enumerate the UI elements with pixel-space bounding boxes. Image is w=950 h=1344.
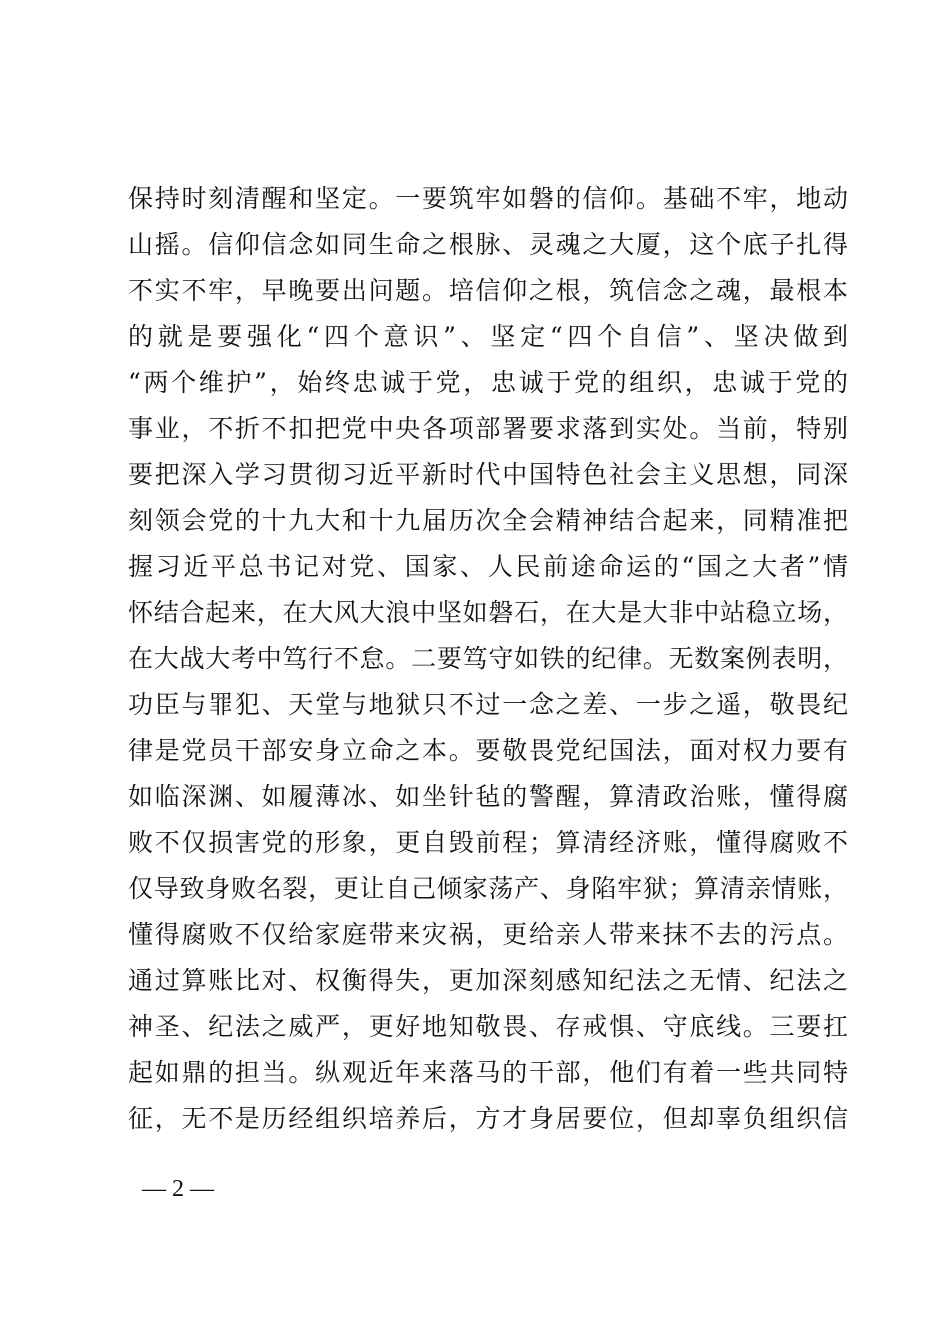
text-line: 不实不牢，早晚要出问题。培信仰之根，筑信念之魂，最根本: [128, 276, 848, 305]
text-line: 征，无不是历经组织培养后，方才身居要位，但却辜负组织信: [128, 1104, 848, 1133]
text-line: 败不仅损害党的形象，更自毁前程；算清经济账，懂得腐败不: [128, 828, 848, 857]
text-line: 事业，不折不扣把党中央各项部署要求落到实处。当前，特别: [128, 414, 848, 443]
text-line: 功臣与罪犯、天堂与地狱只不过一念之差、一步之遥，敬畏纪: [128, 690, 848, 719]
text-line: 起如鼎的担当。纵观近年来落马的干部，他们有着一些共同特: [128, 1058, 848, 1087]
text-line: “两个维护”，始终忠诚于党，忠诚于党的组织，忠诚于党的: [128, 368, 848, 397]
text-line: 通过算账比对、权衡得失，更加深刻感知纪法之无情、纪法之: [128, 966, 848, 995]
text-line: 在大战大考中笃行不怠。二要笃守如铁的纪律。无数案例表明，: [128, 644, 848, 673]
text-line: 保持时刻清醒和坚定。一要筑牢如磐的信仰。基础不牢，地动: [128, 184, 848, 213]
text-line: 如临深渊、如履薄冰、如坐针毡的警醒，算清政治账，懂得腐: [128, 782, 848, 811]
page-number: — 2 —: [142, 1176, 214, 1202]
text-line: 握习近平总书记对党、国家、人民前途命运的“国之大者”情: [128, 552, 848, 581]
body-paragraph: [128, 176, 848, 1142]
text-line: 懂得腐败不仅给家庭带来灾祸，更给亲人带来抹不去的污点。: [128, 920, 848, 949]
text-line: 怀结合起来，在大风大浪中坚如磐石，在大是大非中站稳立场，: [128, 598, 848, 627]
text-line: 神圣、纪法之威严，更好地知敬畏、存戒惧、守底线。三要扛: [128, 1012, 848, 1041]
text-line: 仅导致身败名裂，更让自己倾家荡产、身陷牢狱；算清亲情账，: [128, 874, 848, 903]
text-line: 的就是要强化“四个意识”、坚定“四个自信”、坚决做到: [128, 322, 848, 351]
text-line: 刻领会党的十九大和十九届历次全会精神结合起来，同精准把: [128, 506, 848, 535]
text-line: 山摇。信仰信念如同生命之根脉、灵魂之大厦，这个底子扎得: [128, 230, 848, 259]
text-line: 律是党员干部安身立命之本。要敬畏党纪国法，面对权力要有: [128, 736, 848, 765]
text-line: 要把深入学习贯彻习近平新时代中国特色社会主义思想，同深: [128, 460, 848, 489]
